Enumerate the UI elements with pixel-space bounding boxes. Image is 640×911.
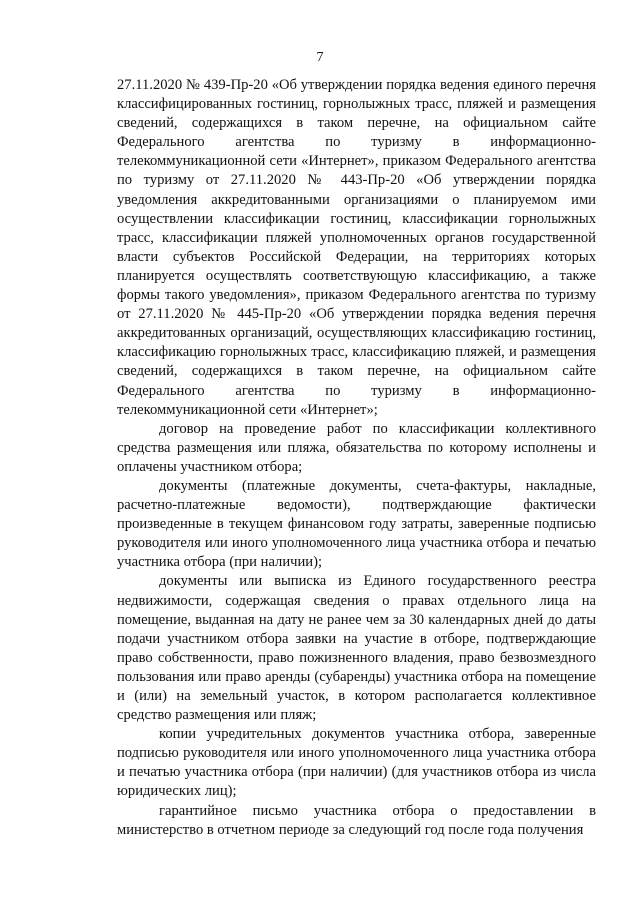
paragraph-payment-documents: документы (платежные документы, счета-фактуры, накладные, расчетно-платежные ведомости), подтверждающие фактически произведенные в текущем финансовом году затраты, заверенные подписью руководителя или иного уполномоченного лица участника отбора и печатью участника отбора (при наличии); bbox=[117, 477, 596, 571]
paragraph-founding-documents: копии учредительных документов участника отбора, заверенные подписью руководителя или иного уполномоченного лица участника отбора и печатью участника отбора (при наличии) (для участников отбора из числа юридических лиц); bbox=[117, 726, 596, 800]
paragraph-egrn-extract: документы или выписка из Единого государственного реестра недвижимости, содержащая сведения о правах отдельного лица на помещение, выданная на дату не ранее чем за 30 календарных дней до даты подачи участником отбора заявки на участие в отборе, подтверждающие право собственности, право пожизненного владения, право безвозмездного пользования или право аренды (субаренды) участника отбора на помещение и (или) на земельный участок, в котором располагается коллективное средство размещения или пляж; bbox=[117, 573, 596, 724]
document-body bbox=[117, 76, 596, 840]
paragraph-guarantee-letter: гарантийное письмо участника отбора о предоставлении в министерство в отчетном периоде за следующий год после года получения bbox=[117, 802, 596, 838]
paragraph-continuation: 27.11.2020 № 439-Пр-20 «Об утверждении порядка ведения единого перечня классифицированных гостиниц, горнолыжных трасс, пляжей и размещения сведений, содержащихся в таком перечне, на официальном сайте Федерального агентства по туризму в информационно-телекоммуникационной сети «Интернет», приказом Федерального агентства по туризму от 27.11.2020 № 443-Пр-20 «Об утверждении порядка уведомления аккредитованными организациями о планируемом ими осуществлении классификации гостиниц, классификации горнолыжных трасс, классификации пляжей уполномоченных органов государственной власти субъектов Российской Федерации, на территориях которых планируется осуществлять соответствующую классификацию, а также формы такого уведомления», приказом Федерального агентства по туризму от 27.11.2020 № 445-Пр-20 «Об утверждении порядка ведения перечня аккредитованных организаций, осуществляющих классификацию гостиниц, классификацию горнолыжных трасс, классификацию пляжей, и размещения сведений, содержащихся в таком перечне, на официальном сайте Федерального агентства по туризму в информационно-телекоммуникационной сети «Интернет»; bbox=[117, 77, 596, 418]
page-number: 7 bbox=[316, 50, 324, 65]
paragraph-contract: договор на проведение работ по классификации коллективного средства размещения или пляжа, обязательства по которому исполнены и оплачены участником отбора; bbox=[117, 420, 596, 475]
